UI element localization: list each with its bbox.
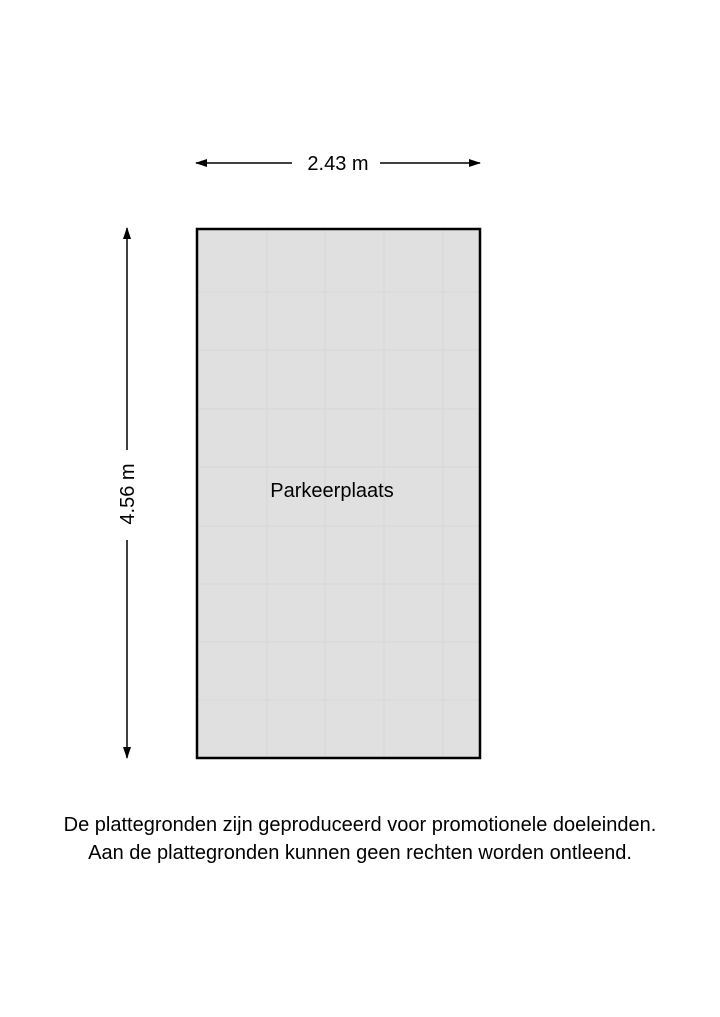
- room-label: Parkeerplaats: [270, 480, 394, 502]
- disclaimer-line-1: De plattegronden zijn geproduceerd voor promotionele doeleinden.: [63, 814, 657, 836]
- disclaimer-line-2: Aan de plattegronden kunnen geen rechten worden ontleend.: [88, 842, 632, 864]
- height-dimension-label: 4.56 m: [117, 463, 139, 525]
- width-dimension: [196, 153, 480, 175]
- room-parkeerplaats: [197, 229, 480, 758]
- width-dimension-label: 2.43 m: [307, 153, 369, 175]
- height-dimension: [117, 228, 139, 758]
